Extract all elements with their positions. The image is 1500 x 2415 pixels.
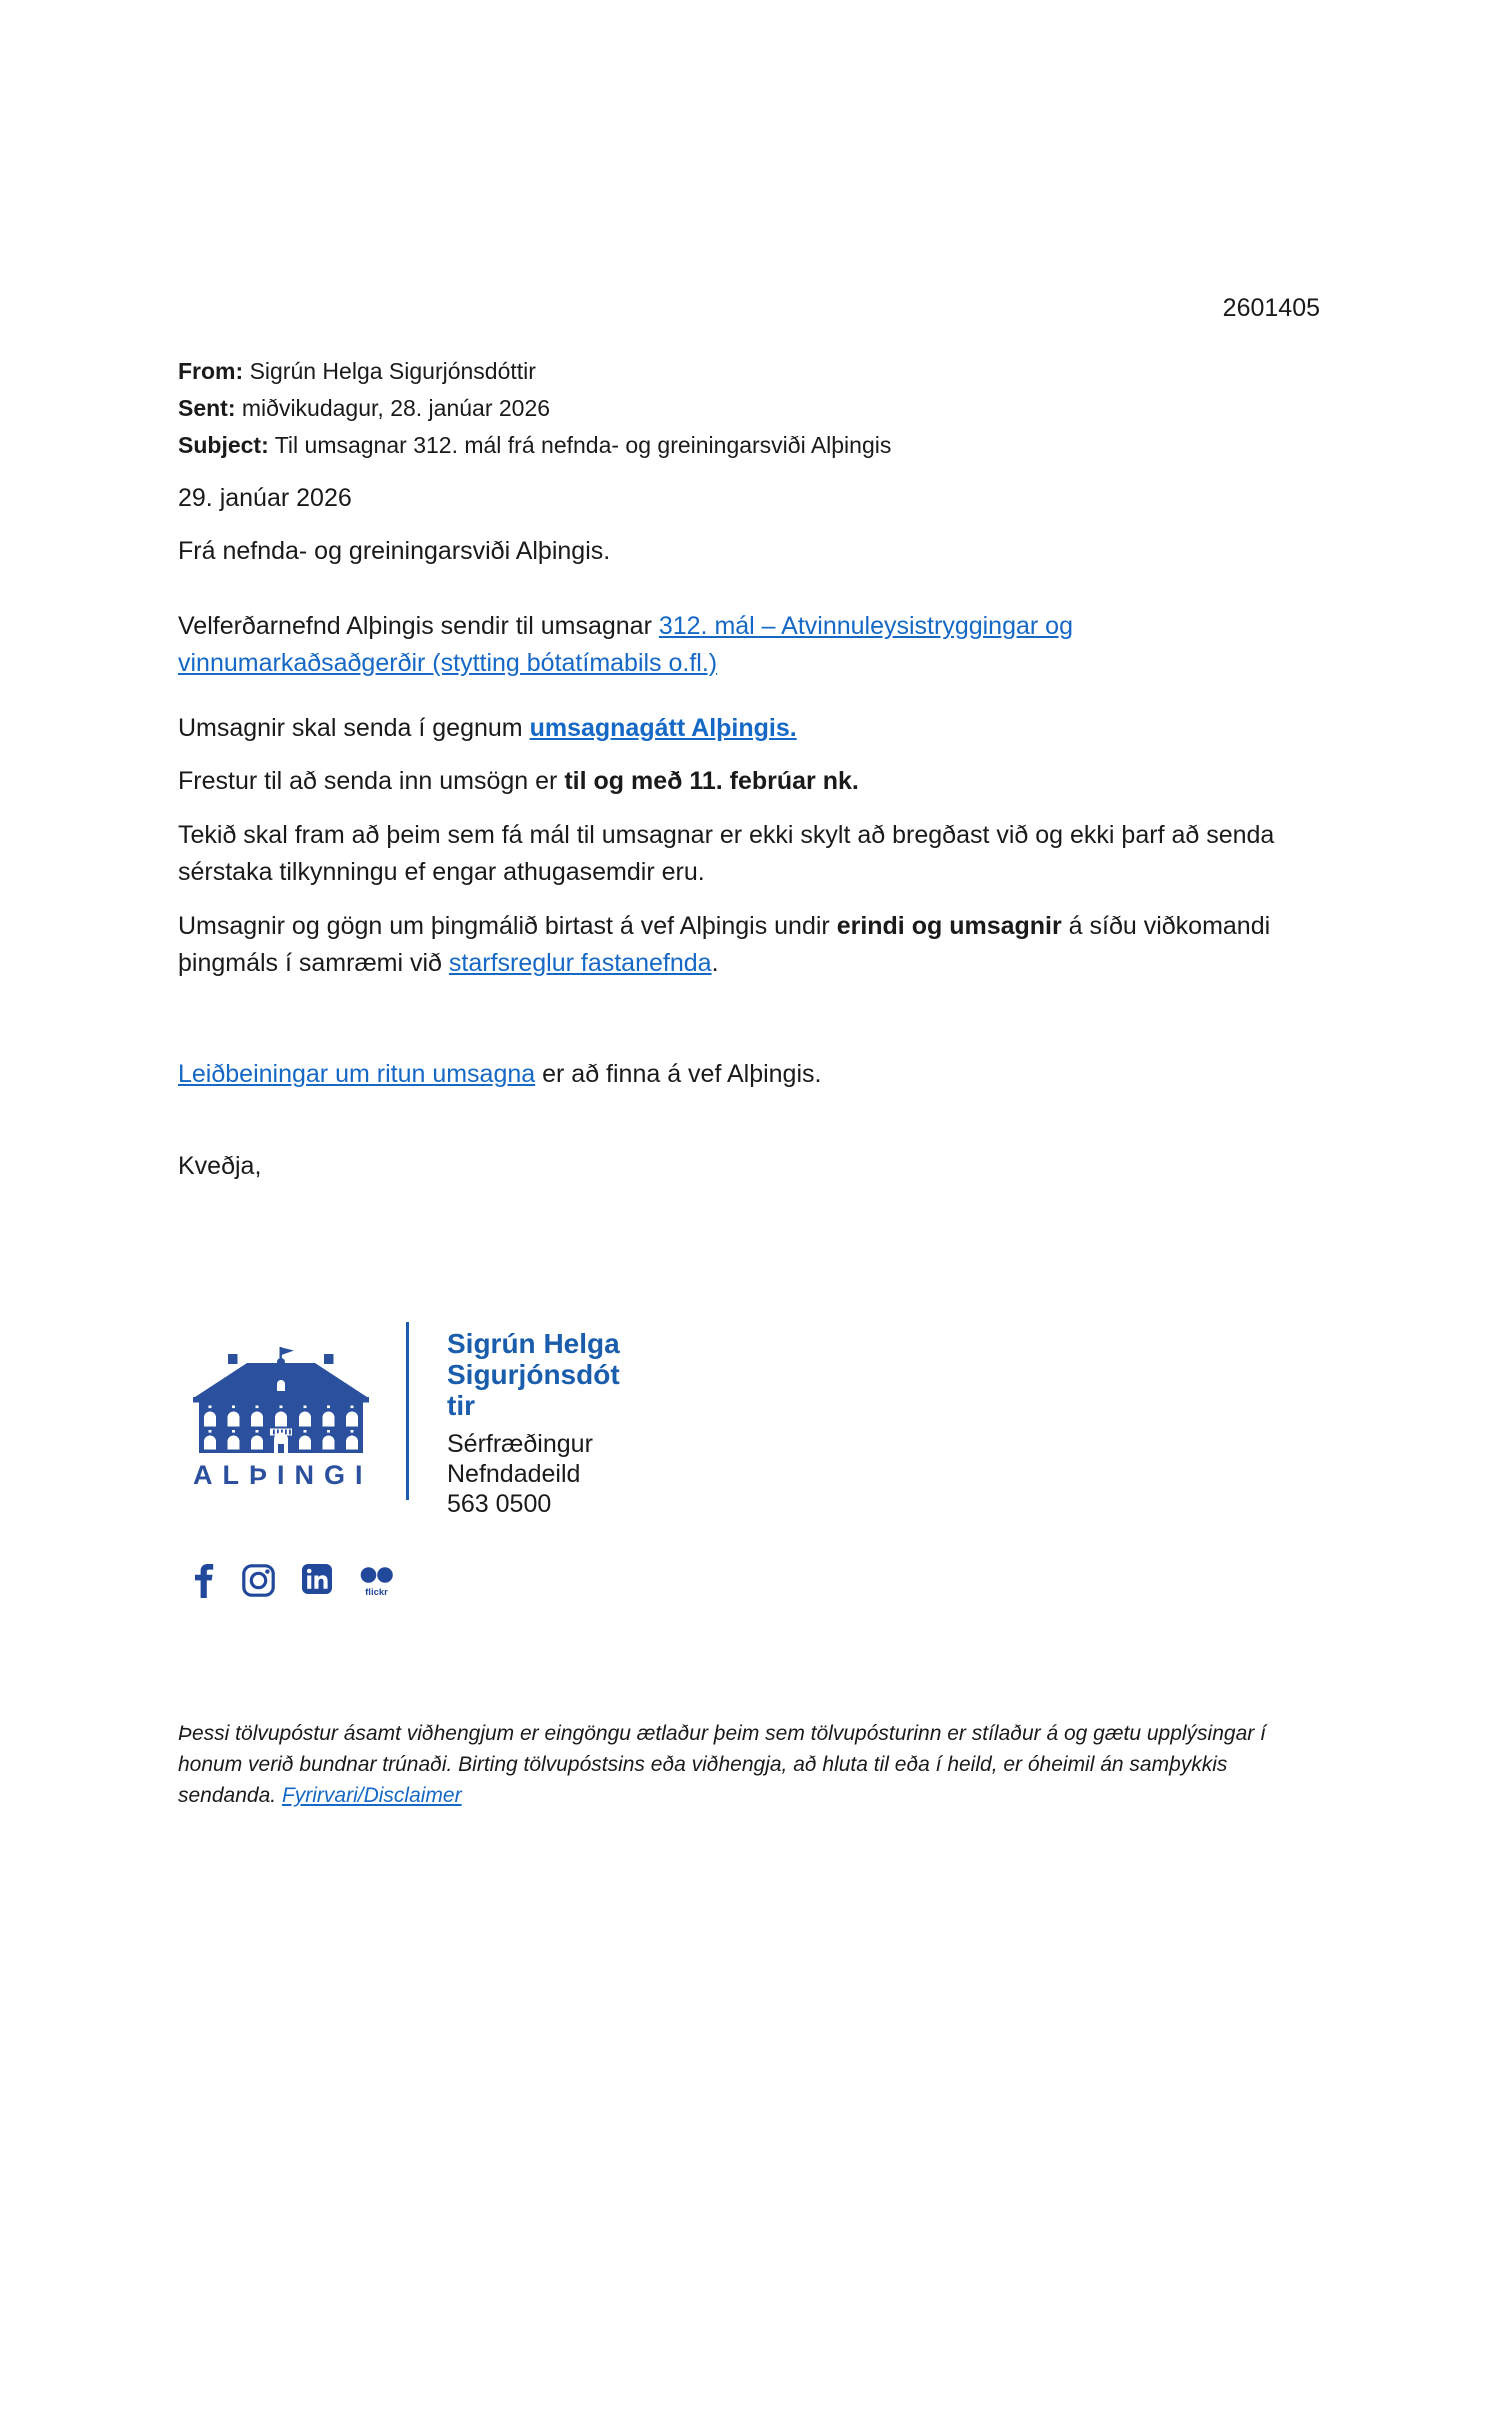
paragraph-deadline — [178, 763, 1303, 800]
from-label: From: — [178, 358, 244, 384]
starfsreglur-link[interactable]: starfsreglur fastanefnda — [448, 949, 712, 977]
case-312-link[interactable]: 312. mál – Atvinnuleysistryggingar og vinnumarkaðsaðgerðir (stytting bótatímabils o.fl.) — [178, 612, 1073, 677]
sent-label: Sent: — [178, 395, 236, 421]
letter-date: 29. janúar 2026 — [178, 484, 352, 512]
signature-divider — [406, 1322, 409, 1500]
paragraph-publication — [178, 908, 1303, 982]
linkedin-icon[interactable] — [302, 1564, 332, 1594]
email-header-sent — [178, 390, 1320, 427]
paragraph-portal — [178, 710, 1303, 747]
althingi-wordmark: ALÞINGI — [193, 1460, 373, 1490]
sender-name: Sigrún Helga Sigurjónsdót tir — [447, 1328, 620, 1421]
facebook-icon[interactable] — [195, 1564, 215, 1598]
paragraph-guidelines — [178, 1056, 1303, 1093]
althingi-building-icon — [193, 1347, 369, 1453]
flickr-icon[interactable] — [359, 1564, 394, 1598]
social-links — [195, 1564, 1320, 1598]
email-disclaimer — [178, 1718, 1320, 1811]
sent-value: miðvikudagur, 28. janúar 2026 — [241, 395, 551, 421]
email-header — [178, 353, 1320, 464]
publication-text: Umsagnir og gögn um þingmálið birtast á vef Alþingis undir — [178, 912, 837, 940]
signature-info — [447, 1328, 757, 1519]
deadline-date: til og með 11. febrúar nk. — [564, 767, 859, 795]
subject-value: Til umsagnar 312. mál frá nefnda- og greiningarsviði Alþingis — [274, 432, 892, 458]
guidelines-text: er að finna á vef Alþingis. — [535, 1060, 822, 1088]
email-header-subject — [178, 427, 1320, 464]
althingi-logo — [193, 1347, 373, 1491]
erindi-og-umsagnir-bold: erindi og umsagnir — [836, 912, 1062, 940]
disclaimer-text: Þessi tölvupóstur ásamt viðhengjum er eingöngu ætlaður þeim sem tölvupósturinn er stílaður á og gætu upplýsingar í honum verið bundnar trúnaði. Birting tölvupóstsins eða viðhengja, að hluta til eða í heild, er óheimil án samþykkis sendanda. — [178, 1722, 1266, 1807]
sender-department: Nefndadeild — [447, 1460, 581, 1488]
signature-block — [178, 1322, 1320, 1519]
paragraph-intro: Frá nefnda- og greiningarsviði Alþingis. — [178, 537, 611, 565]
from-value: Sigrún Helga Sigurjónsdóttir — [249, 358, 536, 384]
reference-number: 2601405 — [1222, 294, 1320, 322]
document-page — [0, 293, 1500, 2415]
paragraph-note: Tekið skal fram að þeim sem fá mál til umsagnar er ekki skylt að bregðast við og ekki þarf að senda sérstaka tilkynningu ef engar athugasemdir eru. — [178, 821, 1275, 886]
closing-salutation: Kveðja, — [178, 1152, 262, 1180]
subject-label: Subject: — [178, 432, 269, 458]
portal-text: Umsagnir skal senda í gegnum — [178, 714, 530, 742]
instagram-icon[interactable] — [242, 1564, 275, 1597]
disclaimer-link[interactable]: Fyrirvari/Disclaimer — [281, 1784, 462, 1807]
publication-text-middle: á síðu viðkomandi þingmáls í samræmi við — [178, 912, 1271, 977]
deadline-text: Frestur til að senda inn umsögn er — [178, 767, 565, 795]
flickr-label: flickr — [365, 1587, 388, 1598]
case-referral-text: Velferðarnefnd Alþingis sendir til umsagnar — [178, 612, 659, 640]
paragraph-case-referral — [178, 608, 1303, 682]
sender-title: Sérfræðingur — [447, 1430, 593, 1458]
leidbeiningar-link[interactable]: Leiðbeiningar um ritun umsagna — [178, 1060, 536, 1088]
publication-text-end: . — [711, 949, 719, 977]
email-header-from — [178, 353, 1320, 390]
sender-phone: 563 0500 — [447, 1490, 552, 1518]
umsagnagatt-link[interactable]: umsagnagátt Alþingis. — [529, 714, 797, 742]
